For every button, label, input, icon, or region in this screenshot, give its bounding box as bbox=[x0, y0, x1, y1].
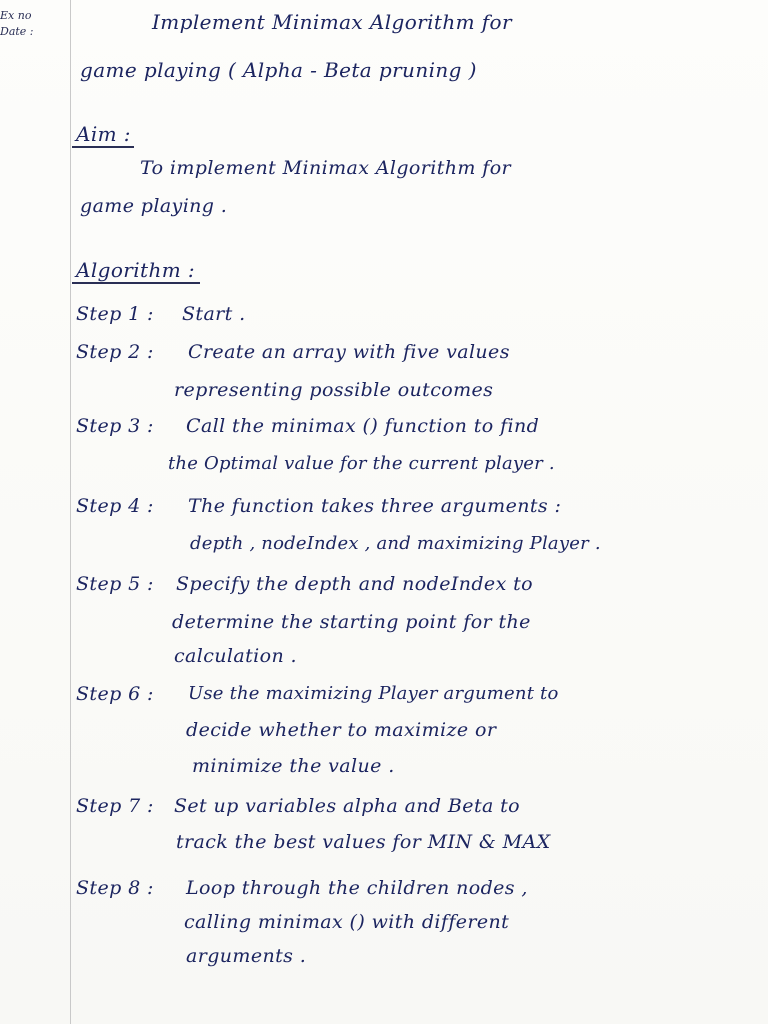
aim-heading: Aim : bbox=[76, 122, 131, 146]
date-label: Date : bbox=[0, 25, 34, 38]
step-label: Step 8 : bbox=[76, 877, 154, 899]
step-text-line: Call the minimax () function to find bbox=[186, 415, 540, 437]
step-text-line: minimize the value . bbox=[192, 755, 395, 777]
step-text-line: calculation . bbox=[174, 645, 297, 667]
step-text-line: Create an array with five values bbox=[188, 341, 510, 363]
aim-line-2: game playing . bbox=[80, 195, 228, 217]
step-label: Step 3 : bbox=[76, 415, 154, 437]
step-text-line: Set up variables alpha and Beta to bbox=[174, 795, 521, 817]
step-text-line: The function takes three arguments : bbox=[188, 495, 562, 517]
algorithm-heading: Algorithm : bbox=[76, 258, 196, 282]
corner-labels bbox=[0, 8, 34, 40]
step-text-line: the Optimal value for the current player . bbox=[168, 453, 555, 474]
title-line-1: Implement Minimax Algorithm for bbox=[152, 10, 512, 34]
margin-line bbox=[70, 0, 71, 1024]
step-text-line: decide whether to maximize or bbox=[186, 719, 497, 741]
step-text-line: Loop through the children nodes , bbox=[186, 877, 528, 899]
step-text-line: Use the maximizing Player argument to bbox=[188, 683, 559, 704]
step-text-line: arguments . bbox=[186, 945, 307, 967]
step-text-line: determine the starting point for the bbox=[172, 611, 531, 633]
step-label: Step 4 : bbox=[76, 495, 154, 517]
aim-line-1: To implement Minimax Algorithm for bbox=[140, 157, 512, 179]
step-text-line: representing possible outcomes bbox=[174, 379, 494, 401]
ex-no-label: Ex no bbox=[0, 9, 32, 22]
step-label: Step 1 : bbox=[76, 303, 154, 325]
step-label: Step 2 : bbox=[76, 341, 154, 363]
step-label: Step 6 : bbox=[76, 683, 154, 705]
algorithm-underline bbox=[72, 282, 200, 284]
step-text-line: depth , nodeIndex , and maximizing Player . bbox=[190, 533, 601, 554]
step-text-line: Start . bbox=[182, 303, 246, 325]
title-line-2: game playing ( Alpha - Beta pruning ) bbox=[80, 58, 477, 82]
aim-underline bbox=[72, 146, 134, 148]
step-text-line: Specify the depth and nodeIndex to bbox=[176, 573, 534, 595]
step-label: Step 5 : bbox=[76, 573, 154, 595]
step-text-line: calling minimax () with different bbox=[184, 911, 510, 933]
step-text-line: track the best values for MIN & MAX bbox=[176, 831, 551, 853]
step-label: Step 7 : bbox=[76, 795, 154, 817]
